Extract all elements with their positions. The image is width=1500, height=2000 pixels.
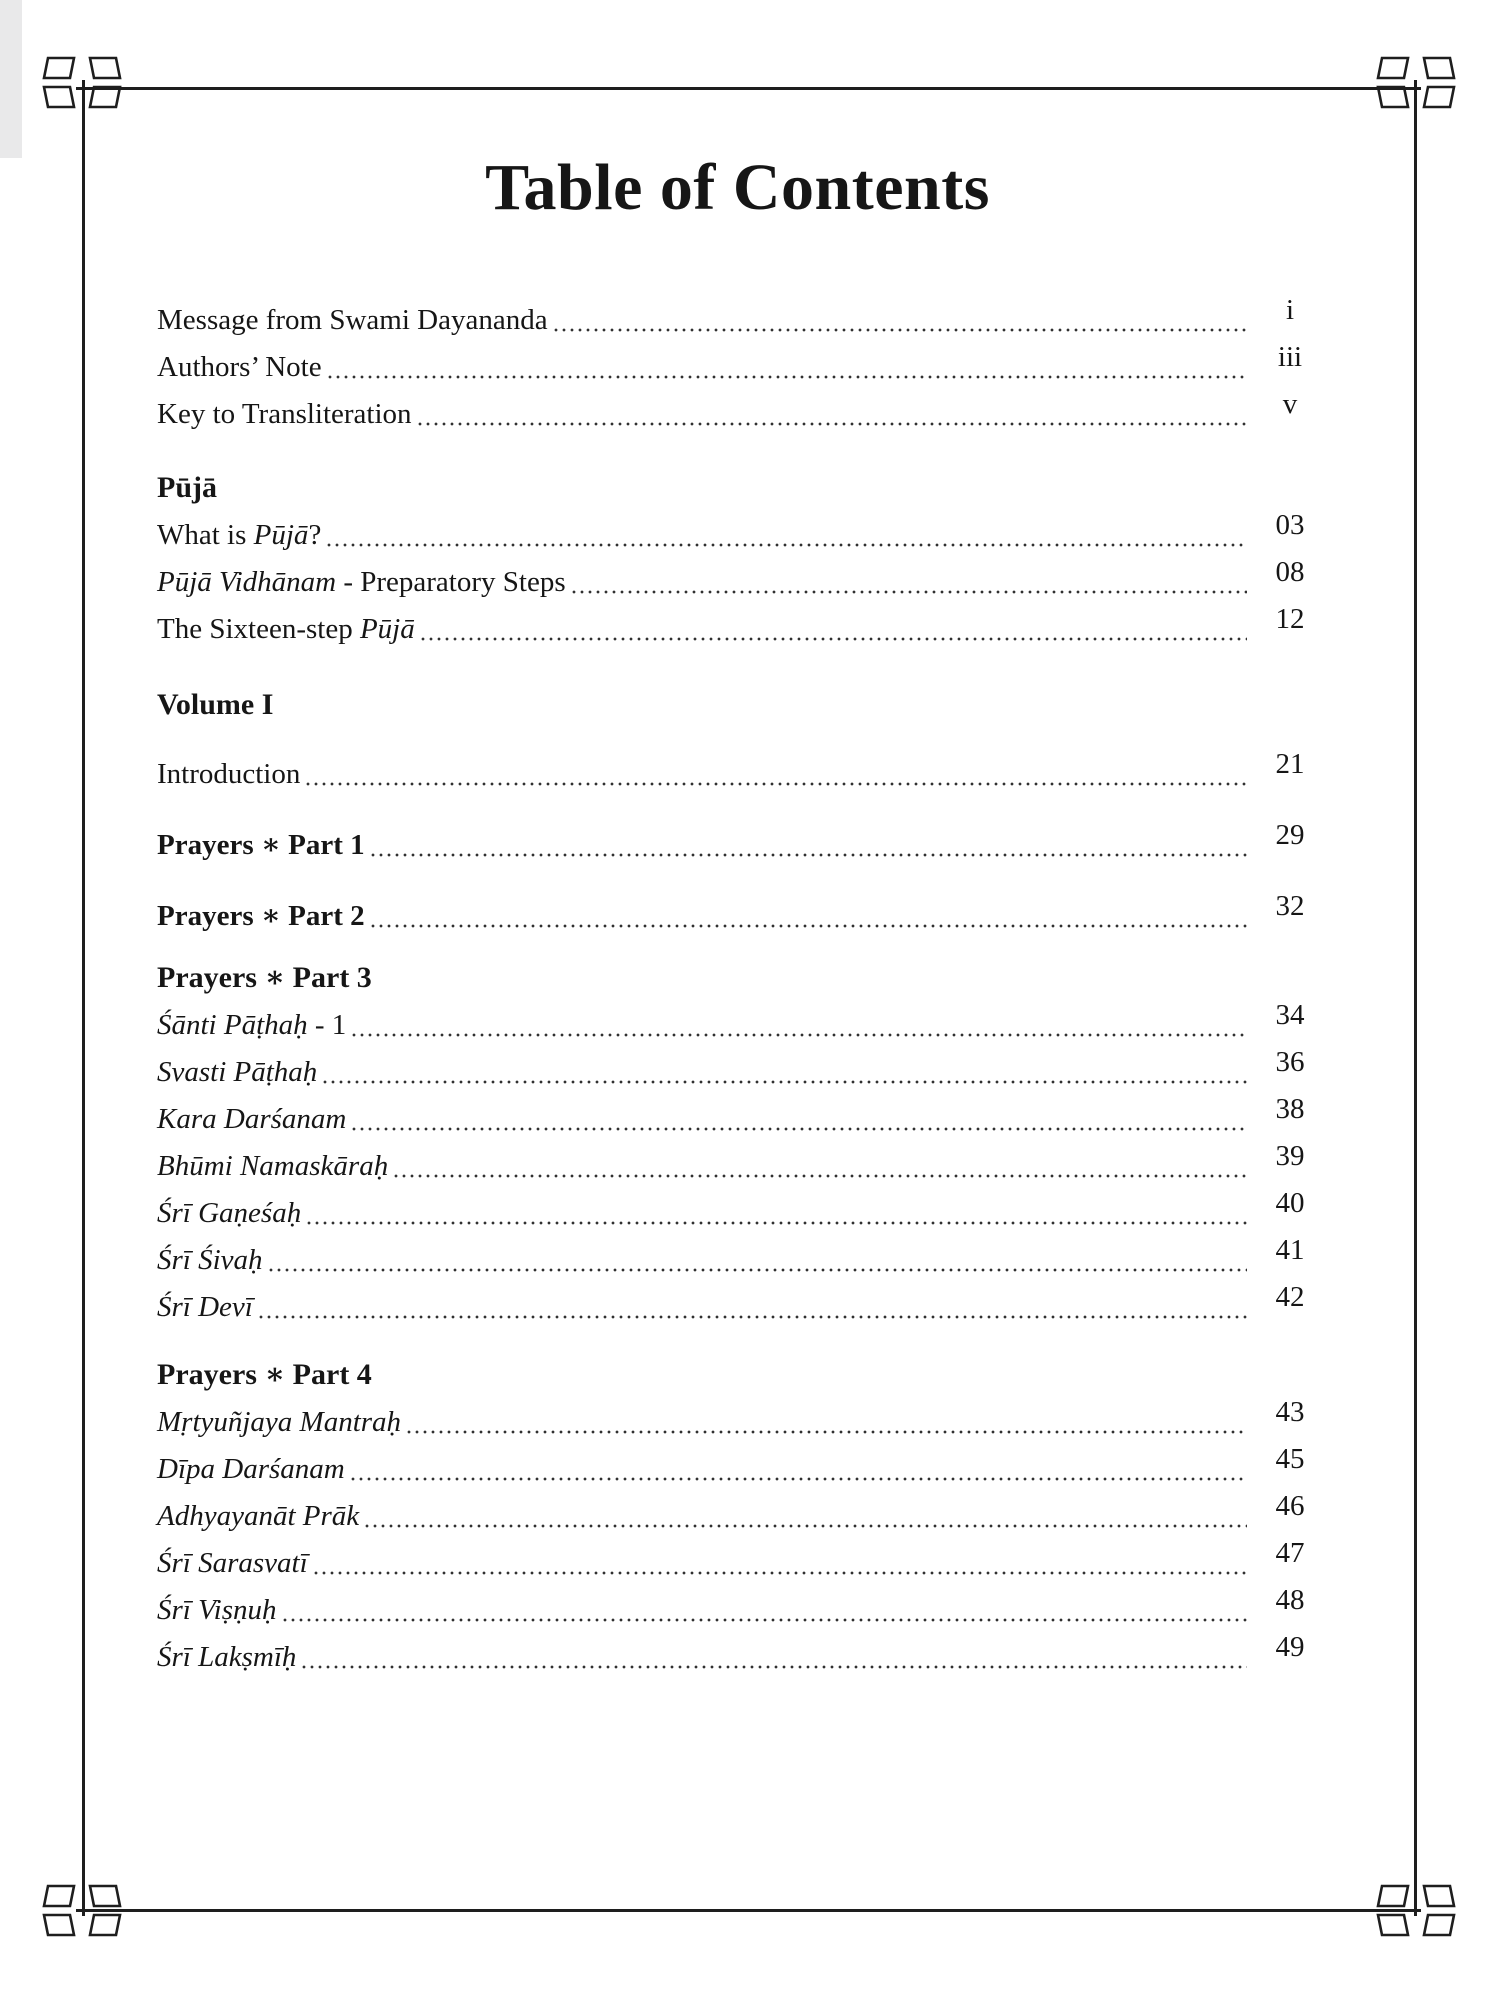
label-italic-text: Pūjā Vidhānam [157, 566, 337, 598]
toc-entry[interactable] [157, 1580, 1327, 1627]
toc-entry-label [157, 1008, 346, 1042]
section-heading-part4: Prayers ∗ Part 4 [157, 1358, 372, 1391]
corner-ornament-icon [1374, 40, 1458, 124]
toc-entry-label: Śrī Śivaḥ [157, 1244, 263, 1276]
toc-entry-label: Authors’ Note [157, 351, 322, 383]
dot-leader [570, 574, 1247, 596]
dot-leader [405, 1414, 1247, 1436]
dot-leader [312, 1555, 1247, 1577]
toc-page-number: 47 [1275, 1537, 1305, 1569]
toc-entry[interactable] [157, 505, 1327, 552]
toc-entry-label: Śrī Devī [157, 1291, 253, 1323]
dot-leader [326, 359, 1247, 381]
toc-entry-label: Adhyayanāt Prāk [157, 1500, 360, 1532]
label-text: - Preparatory Steps [336, 566, 566, 598]
frame-right-rule [1414, 80, 1417, 1916]
toc-entry[interactable] [157, 1230, 1327, 1277]
scan-edge-shade [0, 0, 22, 158]
toc-page-number: 34 [1275, 999, 1305, 1031]
toc-entry[interactable] [157, 1277, 1327, 1324]
toc-entry[interactable] [157, 1042, 1327, 1089]
toc-page-number: 21 [1275, 748, 1305, 780]
toc-entry[interactable] [157, 337, 1327, 384]
toc-entry[interactable] [157, 599, 1327, 646]
toc-entry-label: Svasti Pāṭhaḥ [157, 1056, 318, 1088]
dot-leader [321, 1064, 1247, 1086]
toc-entry[interactable] [157, 384, 1327, 431]
toc-entry[interactable] [157, 1627, 1327, 1674]
section-heading-puja: Pūjā [157, 471, 217, 504]
toc-page-number: 40 [1275, 1187, 1305, 1219]
dot-leader [304, 766, 1247, 788]
toc-entry-label [157, 518, 321, 552]
label-text: The Sixteen-step [157, 613, 360, 645]
toc-page-number: 03 [1275, 509, 1305, 541]
toc-page-number: 39 [1275, 1140, 1305, 1172]
toc-page-number: 46 [1275, 1490, 1305, 1522]
toc-entry[interactable] [157, 995, 1327, 1042]
frame-bottom-rule [76, 1909, 1421, 1912]
dot-leader [305, 1205, 1247, 1227]
toc-page-number: 32 [1275, 890, 1305, 922]
toc-page-number: 43 [1275, 1396, 1305, 1428]
dot-leader [267, 1252, 1247, 1274]
corner-ornament-icon [40, 1868, 124, 1952]
dot-leader [363, 1508, 1247, 1530]
dot-leader [350, 1111, 1247, 1133]
toc-entry[interactable] [157, 744, 1327, 791]
toc-entry-label: Key to Transliteration [157, 398, 412, 430]
toc-entry[interactable] [157, 1136, 1327, 1183]
dot-leader [369, 837, 1247, 859]
label-italic-text: Pūjā [359, 613, 415, 645]
toc-entry-label: Prayers ∗ Part 2 [157, 900, 365, 932]
dot-leader [350, 1017, 1247, 1039]
section-heading-part3: Prayers ∗ Part 3 [157, 961, 372, 994]
label-text: ? [308, 519, 322, 551]
toc-entry[interactable] [157, 290, 1327, 337]
dot-leader [419, 621, 1247, 643]
label-text: What is [157, 519, 254, 551]
toc-entry-label: Śrī Gaṇeśaḥ [157, 1197, 302, 1229]
toc-entry-label: Kara Darśanam [157, 1103, 347, 1135]
dot-leader [552, 312, 1247, 334]
toc-page-number: 45 [1275, 1443, 1305, 1475]
dot-leader [281, 1602, 1248, 1624]
toc-page-number: 12 [1275, 603, 1305, 635]
dot-leader [369, 908, 1247, 930]
table-of-contents [157, 290, 1327, 1674]
dot-leader [257, 1299, 1247, 1321]
toc-entry[interactable] [157, 815, 1327, 862]
toc-entry[interactable] [157, 1439, 1327, 1486]
toc-entry-label: Mṛtyuñjaya Mantraḥ [157, 1406, 402, 1438]
toc-entry-label [157, 565, 566, 599]
toc-entry-label [157, 612, 415, 646]
dot-leader [349, 1461, 1247, 1483]
toc-entry-label: Śrī Lakṣmīḥ [157, 1641, 297, 1673]
section-heading-volume: Volume I [157, 688, 274, 721]
frame-top-rule [76, 87, 1421, 90]
dot-leader [300, 1649, 1247, 1671]
toc-page-number: iii [1277, 341, 1303, 373]
toc-entry-label: Bhūmi Namaskāraḥ [157, 1150, 389, 1182]
toc-entry-label: Dīpa Darśanam [157, 1453, 345, 1485]
label-text: - 1 [307, 1009, 347, 1041]
label-italic-text: Pūjā [253, 519, 309, 551]
frame-left-rule [82, 80, 85, 1916]
toc-entry[interactable] [157, 1392, 1327, 1439]
dot-leader [325, 527, 1247, 549]
dot-leader [416, 406, 1247, 428]
toc-page-number: 38 [1275, 1093, 1305, 1125]
toc-page-number: 36 [1275, 1046, 1305, 1078]
toc-page-number: 48 [1275, 1584, 1305, 1616]
toc-page-number: 29 [1275, 819, 1305, 851]
toc-page-number: v [1282, 388, 1298, 420]
toc-entry[interactable] [157, 1486, 1327, 1533]
toc-entry-label: Śrī Sarasvatī [157, 1547, 308, 1579]
label-italic-text: Śānti Pāṭhaḥ [157, 1009, 308, 1041]
toc-page-number: 42 [1275, 1281, 1305, 1313]
corner-ornament-icon [1374, 1868, 1458, 1952]
toc-entry-label: Message from Swami Dayananda [157, 304, 548, 336]
toc-entry[interactable] [157, 1533, 1327, 1580]
toc-page-number: 08 [1275, 556, 1305, 588]
toc-entry-label: Śrī Viṣṇuḥ [157, 1594, 277, 1626]
toc-page-number: 41 [1275, 1234, 1305, 1266]
dot-leader [392, 1158, 1247, 1180]
corner-ornament-icon [40, 40, 124, 124]
toc-entry-label: Introduction [157, 758, 301, 790]
toc-page-number: 49 [1275, 1631, 1305, 1663]
toc-entry-label: Prayers ∗ Part 1 [157, 829, 365, 861]
toc-entry[interactable] [157, 1089, 1327, 1136]
toc-entry[interactable] [157, 552, 1327, 599]
toc-entry[interactable] [157, 1183, 1327, 1230]
toc-page-number: i [1285, 294, 1295, 326]
page-title: Table of Contents [485, 151, 990, 224]
toc-entry[interactable] [157, 886, 1327, 933]
